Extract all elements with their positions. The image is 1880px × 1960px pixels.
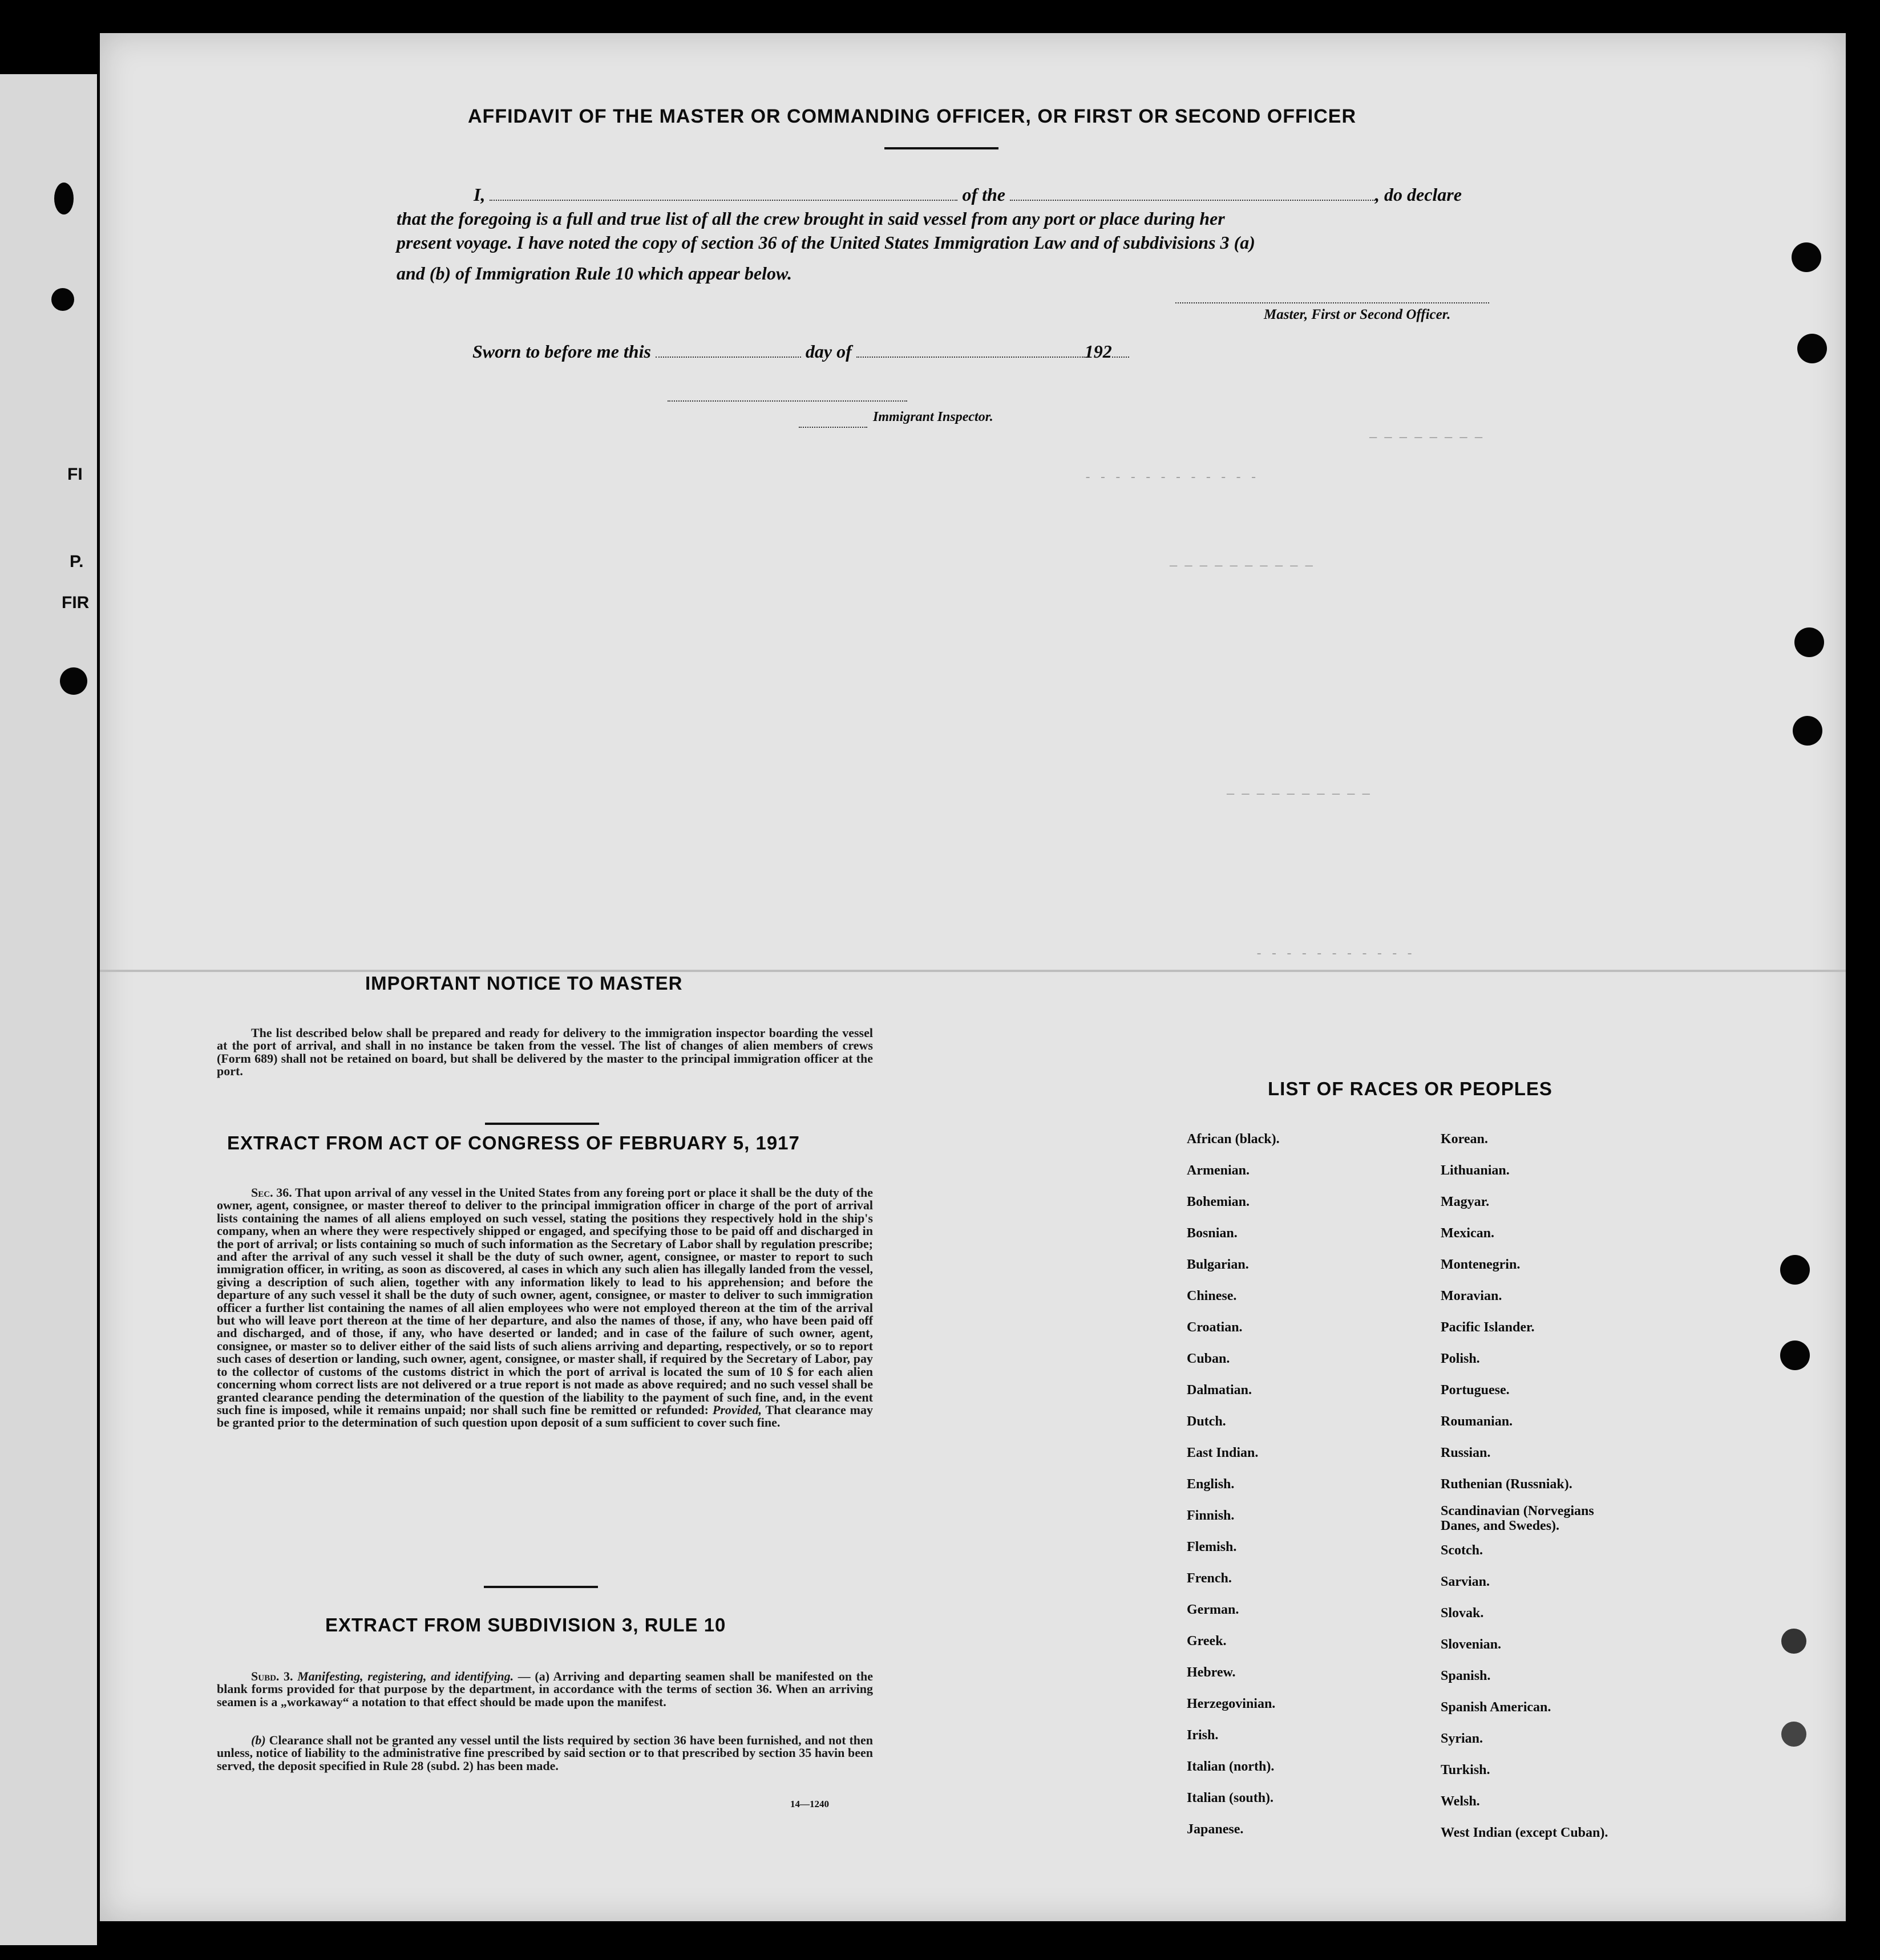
- race-item: Japanese.: [1187, 1822, 1244, 1837]
- affidavit-of-the: of the: [962, 184, 1005, 205]
- subd-text-a: — (a) Arriving and departing seamen shall be manifested on the blank forms provided for that purpose by the department, in accordance with the terms of section 36. When an arriving seamen is a „workaway“ a notation to that effect should be made upon the manifest.: [217, 1669, 874, 1709]
- vessel-blank: [1010, 200, 1375, 201]
- race-item: Slovenian.: [1441, 1637, 1502, 1652]
- race-item: African (black).: [1187, 1132, 1280, 1147]
- race-item: Dutch.: [1187, 1414, 1226, 1429]
- affidavit-title: AFFIDAVIT OF THE MASTER OR COMMANDING OFFICER, OR FIRST OR SECOND OFFICER: [468, 106, 1356, 127]
- race-item: Scandinavian (Norvegians Danes, and Swedes).: [1441, 1504, 1594, 1533]
- races-title: LIST OF RACES OR PEOPLES: [1268, 1078, 1552, 1099]
- margin-fragment: FI: [67, 465, 83, 484]
- underlying-page-strip: [0, 74, 97, 1945]
- race-item: Bosnian.: [1187, 1226, 1238, 1241]
- sworn-text: Sworn to before me this: [472, 341, 651, 362]
- race-item: Mexican.: [1441, 1226, 1494, 1241]
- rule-para-b: [217, 1734, 873, 1772]
- rule-extract-title: EXTRACT FROM SUBDIVISION 3, RULE 10: [325, 1614, 726, 1635]
- bleed-through: — — — — — — — —: [1369, 431, 1483, 445]
- bleed-through: - - - - - - - - - - -: [1255, 947, 1414, 961]
- section-text: That upon arrival of any vessel in the United States from any foreing port or place it shall be the duty of the owner, agent, consignee, or master thereof to deliver to the principal immigration officer in charge of the port of arrival lists containing the names of all aliens employed on such vessel, stating the positions they respectively hold in the ship's company, when an where they were respectively shipped or engaged, and specifying those to be paid off and discharged in the port of arrival; or lists containing so much of such information as the Secretary of Labor shall by regulation prescribe; and after the arrival of any such vessel it shall be the duty of such owner, agent, consignee, or master to report to such immigration officer, in writing, as soon as discovered, al cases in which any such alien has illegally landed from the vessel, giving a description of such alien, together with any information likely to lead to his apprehension; and before the departure of any such vessel it shall be the duty of such owner, agent, consignee, or master to deliver to such immigration officer a further list containing the names of all alien employees who were not employed thereon at the tim of the arrival but who will leave port thereon at the time of her departure, and also the names of those, if any, who have been paid off and discharged, and of those, if any, who have deserted or landed; and in case of the failure of such owner, agent, consignee, or master so to deliver either of the said lists of such aliens arriving and departing, respectively, or so to report such cases of desertion or landing, such owner, agent, consignee, or master shall, if required by the Secretary of Labor, pay to the collector of customs of the customs district in which the port of arrival is located the sum of 10 $ for each alien concerning whom correct lists are not delivered or a true report is not made as above required; and no such vessel shall be granted clearance pending the determination of the question of the liability to the payment of such fine, and, in the event such fine is imposed, while it remains unpaid; nor shall such fine be remitted or refunded:: [217, 1185, 873, 1417]
- race-item: West Indian (except Cuban).: [1441, 1825, 1608, 1840]
- race-item: French.: [1187, 1571, 1232, 1586]
- race-item: Irish.: [1187, 1728, 1219, 1743]
- race-item: Moravian.: [1441, 1289, 1502, 1303]
- year-blank: [1112, 357, 1129, 358]
- race-item: Chinese.: [1187, 1289, 1237, 1303]
- punch-hole: [1781, 1629, 1806, 1654]
- affidavit-line4: and (b) of Immigration Rule 10 which appear below.: [397, 263, 793, 284]
- race-item: Ruthenian (Russniak).: [1441, 1477, 1572, 1492]
- race-item: Dalmatian.: [1187, 1383, 1252, 1398]
- day-of: day of: [805, 341, 852, 362]
- race-item: Spanish.: [1441, 1669, 1491, 1683]
- race-item: Italian (south).: [1187, 1791, 1274, 1805]
- act-extract-title: EXTRACT FROM ACT OF CONGRESS OF FEBRUARY 5, 1917: [227, 1132, 800, 1153]
- margin-fragment: FIR: [62, 593, 90, 612]
- race-item: Syrian.: [1441, 1731, 1483, 1746]
- races-column-1: [1187, 1124, 1280, 1845]
- act-rule: [484, 1586, 598, 1588]
- race-item: Lithuanian.: [1441, 1163, 1510, 1178]
- page-fold-line: [100, 970, 1846, 972]
- subd-label: Subd. 3.: [251, 1669, 293, 1683]
- race-item: Hebrew.: [1187, 1665, 1236, 1680]
- title-rule: [884, 147, 998, 149]
- race-item: Greek.: [1187, 1634, 1227, 1649]
- rule-para-a: [217, 1670, 873, 1708]
- race-item: Bulgarian.: [1187, 1257, 1249, 1272]
- race-item: Flemish.: [1187, 1540, 1237, 1554]
- race-item: Croatian.: [1187, 1320, 1243, 1335]
- bleed-through: - - - - - - - - - - - -: [1084, 471, 1258, 485]
- para-b-label: (b): [251, 1733, 266, 1747]
- punch-hole: [1780, 1255, 1810, 1285]
- name-blank: [490, 200, 957, 201]
- race-item: Cuban.: [1187, 1351, 1230, 1366]
- races-column-2: [1441, 1124, 1608, 1849]
- race-item: Sarvian.: [1441, 1574, 1490, 1589]
- race-item: Welsh.: [1441, 1794, 1480, 1809]
- signature-line: [1175, 302, 1489, 303]
- punch-hole: [1794, 627, 1824, 657]
- inspector-caption: Immigrant Inspector.: [873, 410, 993, 424]
- race-item: English.: [1187, 1477, 1235, 1492]
- race-item: Russian.: [1441, 1445, 1491, 1460]
- race-item: Scotch.: [1441, 1543, 1483, 1558]
- race-item: Spanish American.: [1441, 1700, 1551, 1715]
- affidavit-line1: [474, 183, 1462, 206]
- affidavit-line3: present voyage. I have noted the copy of section 36 of the United States Immigration Law and of subdivisions 3 (a): [397, 232, 1255, 253]
- race-item: Magyar.: [1441, 1194, 1490, 1209]
- punch-hole: [1793, 716, 1822, 746]
- section-label: Sec. 36.: [251, 1185, 292, 1200]
- sworn-line: [472, 339, 1129, 363]
- race-item: Pacific Islander.: [1441, 1320, 1535, 1335]
- form-number: 14—1240: [790, 1799, 829, 1809]
- race-item: Armenian.: [1187, 1163, 1250, 1178]
- race-item: Bohemian.: [1187, 1194, 1250, 1209]
- act-extract-body: [217, 1186, 873, 1429]
- race-item: Korean.: [1441, 1132, 1488, 1147]
- inspector-line: [668, 400, 907, 402]
- subd-heading: Manifesting, registering, and identifying.: [297, 1669, 514, 1683]
- notice-title: IMPORTANT NOTICE TO MASTER: [365, 973, 683, 994]
- notice-rule: [485, 1123, 599, 1125]
- affidavit-declare: , do declare: [1375, 184, 1462, 205]
- bleed-through: — — — — — — — — — —: [1170, 559, 1313, 573]
- bleed-through: — — — — — — — — — —: [1227, 787, 1370, 801]
- race-item: Italian (north).: [1187, 1759, 1275, 1774]
- ink-blot: [60, 667, 87, 695]
- margin-fragment: P.: [70, 552, 84, 571]
- race-item: Turkish.: [1441, 1763, 1490, 1777]
- affidavit-line2: that the foregoing is a full and true list of all the crew brought in said vessel from any port or place during her: [397, 208, 1225, 229]
- inspector-underline: [799, 427, 867, 428]
- proviso-text: That clearance may be granted prior to the determination of such question upon deposit of a sum sufficient to cover such fine.: [217, 1402, 873, 1430]
- punch-hole: [1792, 242, 1821, 272]
- race-item: Polish.: [1441, 1351, 1480, 1366]
- month-blank: [856, 357, 1085, 358]
- punch-hole: [1781, 1722, 1806, 1747]
- ink-blot: [54, 183, 74, 214]
- race-item: Roumanian.: [1441, 1414, 1513, 1429]
- race-item: Montenegrin.: [1441, 1257, 1521, 1272]
- race-item: German.: [1187, 1602, 1239, 1617]
- year-prefix: 192: [1084, 341, 1112, 362]
- race-item: East Indian.: [1187, 1445, 1259, 1460]
- para-b-text: Clearance shall not be granted any vessel until the lists required by section 36 have been furnished, and not then unless, notice of liability to the administrative fine prescribed by said section or to that prescribed by section 35 havin been served, the deposit specified in Rule 28 (subd. 2) has been made.: [217, 1733, 874, 1773]
- notice-body: The list described below shall be prepared and ready for delivery to the immigration inspector boarding the vessel at the port of arrival, and shall in no instance be taken from the vessel. The list of changes of alien members of crews (Form 689) shall not be retained on board, but shall be delivered by the master to the principal immigration officer at the port.: [217, 1026, 873, 1079]
- race-item: Portuguese.: [1441, 1383, 1510, 1398]
- proviso-label: Provided,: [712, 1402, 762, 1417]
- punch-hole: [1797, 334, 1827, 363]
- race-item: Slovak.: [1441, 1606, 1484, 1621]
- signature-caption: Master, First or Second Officer.: [1264, 307, 1451, 322]
- affidavit-i: I,: [474, 184, 486, 205]
- day-blank: [656, 357, 801, 358]
- punch-hole: [1780, 1341, 1810, 1370]
- ink-blot: [51, 288, 74, 311]
- race-item: Herzegovinian.: [1187, 1696, 1276, 1711]
- race-item: Finnish.: [1187, 1508, 1235, 1523]
